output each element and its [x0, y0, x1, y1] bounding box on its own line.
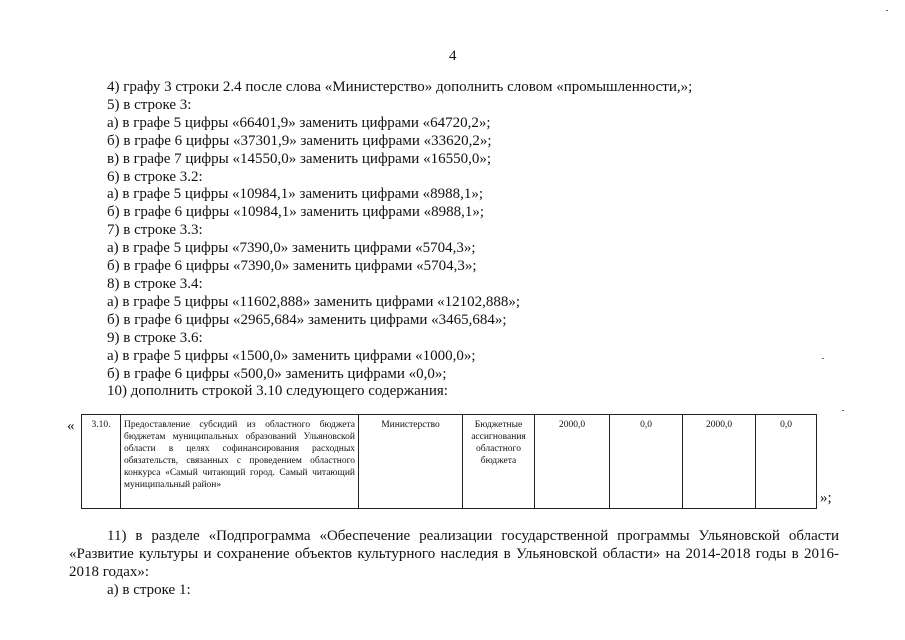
amendment-line: а) в графе 5 цифры «1500,0» заменить цифрами «1000,0»; — [107, 347, 476, 364]
amendment-line: 6) в строке 3.2: — [107, 168, 203, 185]
total-cell: 2000,0 — [535, 415, 610, 509]
amendment-line: б) в графе 6 цифры «7390,0» заменить цифрами «5704,3»; — [107, 258, 477, 275]
year-b-cell: 2000,0 — [683, 415, 756, 509]
amendment-list — [107, 79, 692, 401]
amendment-line: а) в графе 5 цифры «10984,1» заменить цифрами «8988,1»; — [107, 186, 484, 203]
scan-speck — [886, 10, 888, 11]
amendment-line: б) в графе 6 цифры «37301,9» заменить цифрами «33620,2»; — [107, 132, 492, 149]
amendment-line: а) в графе 5 цифры «66401,9» заменить цифрами «64720,2»; — [107, 114, 491, 131]
paragraph-11a: а) в строке 1: — [107, 582, 191, 598]
page-number: 4 — [449, 48, 457, 64]
amendment-line: в) в графе 7 цифры «14550,0» заменить цифрами «16550,0»; — [107, 150, 492, 167]
year-c-cell: 0,0 — [756, 415, 817, 509]
scan-speck — [842, 410, 844, 411]
opening-quote: « — [67, 418, 75, 434]
amendment-line: 4) графу 3 строки 2.4 после слова «Министерство» дополнить словом «промышленности,»; — [107, 79, 693, 95]
executor-cell: Министерство — [359, 415, 463, 509]
row-number-cell: 3.10. — [82, 415, 121, 509]
amendment-line: 7) в строке 3.3: — [107, 222, 203, 239]
amendment-line: 8) в строке 3.4: — [107, 275, 203, 292]
amendment-line: б) в графе 6 цифры «500,0» заменить цифрами «0,0»; — [107, 365, 447, 382]
table-row — [82, 415, 817, 509]
amendment-line: а) в графе 5 цифры «7390,0» заменить цифрами «5704,3»; — [107, 240, 476, 257]
description-cell: Предоставление субсидий из областного бюджета бюджетам муниципальных образований Ульяновской области в целях софинансирования расходных обязательств, связанных с проведением областного конкурса «Самый читающий город. Самый читающий муниципальный район» — [121, 415, 359, 509]
paragraph-11: 11) в разделе «Подпрограмма «Обеспечение реализации государственной программы Ульяновской области «Развитие культуры и сохранение объектов культурного наследия в Ульяновской области» на 2014-2018 годы в 2016-2018 годах»: — [69, 528, 839, 580]
amendment-line: б) в графе 6 цифры «10984,1» заменить цифрами «8988,1»; — [107, 204, 485, 221]
amendment-line: а) в графе 5 цифры «11602,888» заменить цифрами «12102,888»; — [107, 293, 521, 310]
amendment-line: б) в графе 6 цифры «2965,684» заменить цифрами «3465,684»; — [107, 311, 507, 328]
scan-speck — [822, 358, 824, 359]
funding-source-cell: Бюджетные ассигнования областного бюджета — [463, 415, 535, 509]
closing-quote: »; — [820, 490, 832, 506]
year-a-cell: 0,0 — [610, 415, 683, 509]
amendment-line: 10) дополнить строкой 3.10 следующего содержания: — [107, 383, 448, 400]
amendment-line: 5) в строке 3: — [107, 96, 192, 113]
inserted-row-table — [81, 414, 817, 509]
amendment-line: 9) в строке 3.6: — [107, 329, 203, 346]
